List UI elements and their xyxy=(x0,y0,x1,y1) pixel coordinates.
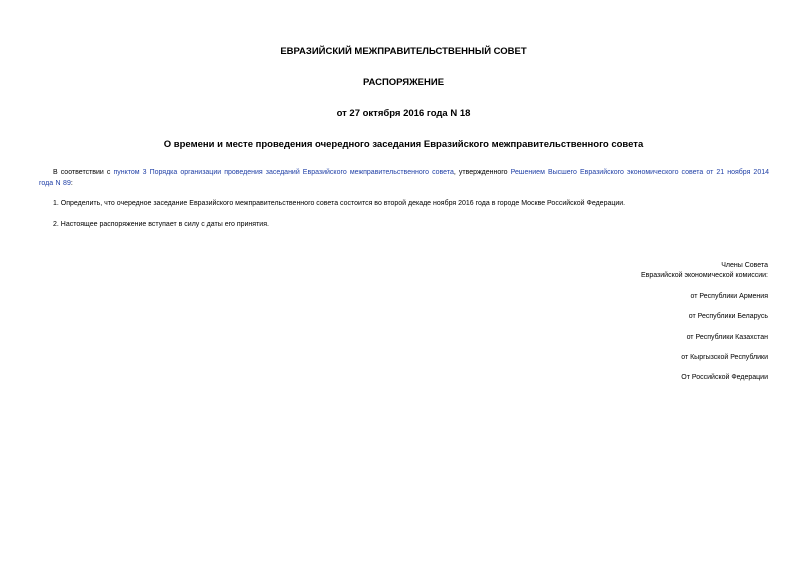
signature-kazakhstan: от Республики Казахстан xyxy=(686,334,768,341)
signature-armenia: от Республики Армения xyxy=(690,293,768,300)
signature-heading-line1: Члены Совета xyxy=(721,262,768,269)
document-subject: О времени и месте проведения очередного заседания Евразийского межправительственного совета xyxy=(163,139,644,150)
intro-prefix: В соответствии с xyxy=(53,169,114,176)
document-date-number: от 27 октября 2016 года N 18 xyxy=(336,108,471,119)
intro-middle: , утвержденного xyxy=(453,169,511,176)
intro-paragraph xyxy=(39,167,769,189)
intro-suffix: : xyxy=(70,180,73,187)
decision-link[interactable]: Решением Высшего Евразийского экономического совета от 21 ноября 2014 года N 89 xyxy=(39,169,769,187)
organization-title: ЕВРАЗИЙСКИЙ МЕЖПРАВИТЕЛЬСТВЕННЫЙ СОВЕТ xyxy=(280,46,527,57)
signature-heading-line2: Евразийской экономической комиссии: xyxy=(640,272,768,279)
document-type: РАСПОРЯЖЕНИЕ xyxy=(362,77,445,88)
signature-belarus: от Республики Беларусь xyxy=(688,313,768,320)
signature-kyrgyzstan: от Кыргызской Республики xyxy=(681,354,768,361)
regulation-link[interactable]: пунктом 3 Порядка организации проведения заседаний Евразийского межправительственного совета xyxy=(113,169,454,176)
clause-1: 1. Определить, что очередное заседание Евразийского межправительственного совета состоится во второй декаде ноября 2016 года в городе Москве Российской Федерации. xyxy=(53,200,626,207)
signature-russia: От Российской Федерации xyxy=(681,374,768,381)
clause-2: 2. Настоящее распоряжение вступает в силу с даты его принятия. xyxy=(53,221,269,228)
